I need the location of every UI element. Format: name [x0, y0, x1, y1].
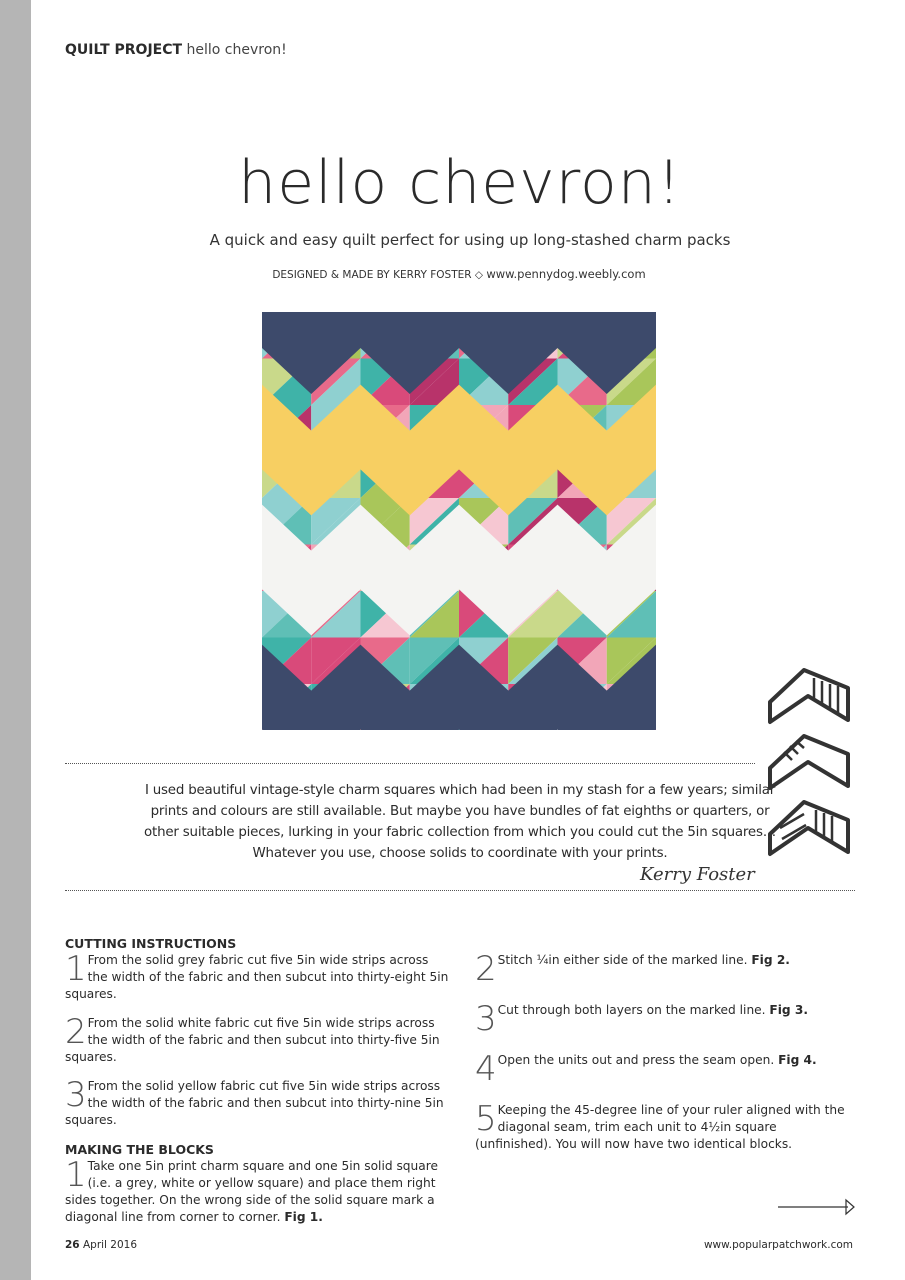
step-text: From the solid yellow fabric cut five 5in wide strips across the width of the fabric and then subcut into thirty-nine 5in squares.: [65, 1079, 444, 1127]
step-number: 1: [65, 949, 87, 989]
fig-ref: Fig 3.: [769, 1003, 809, 1017]
blocks-step-3: [475, 999, 850, 1039]
step-number: 4: [475, 1049, 497, 1089]
step-number: 2: [475, 949, 497, 989]
cutting-step-3: [65, 1075, 450, 1129]
intro-text: I used beautiful vintage-style charm squares which had been in my stash for a few years; similar prints and colours are still available. But maybe you have bundles of fat eighths or quarters, or other suitable pieces, lurking in your fabric collection from which you could cut the 5in squares… Whatever you use, choose solids to coordinate with your prints.: [144, 783, 776, 861]
byline: [0, 267, 905, 281]
step-text: Open the units out and press the seam open.: [497, 1053, 779, 1067]
step-text: Cut through both layers on the marked line.: [497, 1003, 770, 1017]
running-title: hello chevron!: [186, 42, 287, 58]
step-number: 5: [475, 1099, 497, 1139]
designer-url[interactable]: www.pennydog.weebly.com: [486, 267, 646, 281]
blocks-step-5: [475, 1099, 850, 1153]
cutting-step-1: [65, 949, 450, 1003]
step-text: From the solid white fabric cut five 5in wide strips across the width of the fabric and then subcut into thirty-five 5in squares.: [65, 1016, 440, 1064]
step-text: Stitch ¼in either side of the marked line.: [497, 953, 752, 967]
step-text: Keeping the 45-degree line of your ruler aligned with the diagonal seam, trim each unit to 4½in square (unfinished). You will now have two identical blocks.: [475, 1103, 845, 1151]
continue-arrow-icon: [778, 1198, 856, 1216]
step-number: 3: [65, 1075, 87, 1115]
issue-date: April 2016: [82, 1239, 138, 1251]
quilt-photo: [262, 312, 656, 730]
cutting-heading: CUTTING INSTRUCTIONS: [65, 936, 237, 951]
step-text: Take one 5in print charm square and one 5in solid square (i.e. a grey, white or yellow square) and place them right sides together. On the wrong side of the solid square mark a diagonal line from corner to corner.: [65, 1159, 438, 1224]
page-number: 26: [65, 1239, 80, 1251]
cutting-step-2: [65, 1012, 450, 1066]
designer-credit: DESIGNED & MADE BY KERRY FOSTER: [272, 269, 472, 281]
diamond-icon: ◇: [474, 269, 483, 281]
running-header: [65, 42, 287, 58]
quilt-chevron-band: [262, 312, 656, 353]
blocks-heading: MAKING THE BLOCKS: [65, 1142, 214, 1157]
step-number: 1: [65, 1155, 87, 1195]
quilt-chevron-band: [262, 427, 656, 473]
quilt-chevron-band: [262, 687, 656, 730]
fig-ref: Fig 4.: [778, 1053, 817, 1067]
footer-page: [65, 1239, 137, 1251]
fig-ref: Fig 1.: [284, 1210, 323, 1224]
divider-top: [65, 763, 755, 764]
step-text: From the solid grey fabric cut five 5in wide strips across the width of the fabric and then subcut into thirty-eight 5in squares.: [65, 953, 449, 1001]
blocks-step-4: [475, 1049, 850, 1089]
step-number: 3: [475, 999, 497, 1039]
section-label: QUILT PROJECT: [65, 42, 183, 58]
left-column: [65, 935, 450, 1226]
page-title: hello chevron!: [238, 148, 682, 218]
divider-bottom: [65, 890, 855, 891]
blocks-step-1: [65, 1155, 450, 1226]
step-number: 2: [65, 1012, 87, 1052]
fig-ref: Fig 2.: [751, 953, 790, 967]
quilt-chevron-band: [262, 547, 656, 593]
chevron-arrows-icon: [764, 664, 854, 884]
blocks-step-2: [475, 949, 850, 989]
subtitle: A quick and easy quilt perfect for using up long-stashed charm packs: [209, 231, 731, 249]
right-column: [475, 949, 850, 1153]
signature: Kerry Foster: [640, 864, 755, 885]
footer-url[interactable]: www.popularpatchwork.com: [703, 1239, 853, 1251]
